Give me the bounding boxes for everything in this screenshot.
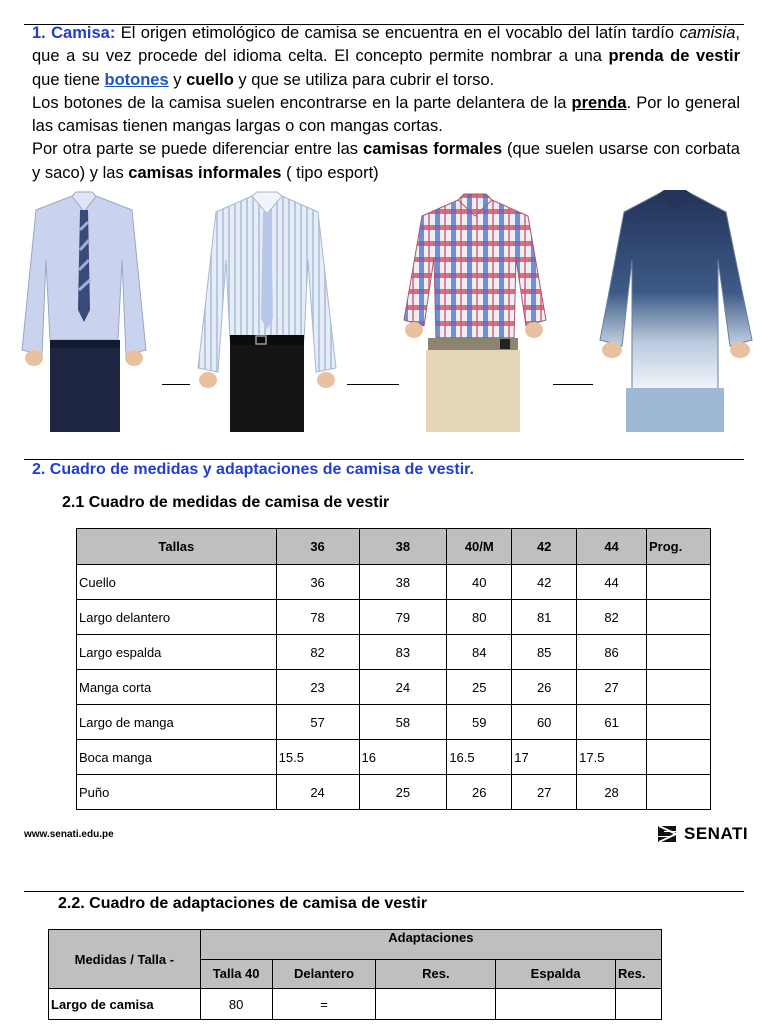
table-row (77, 635, 711, 670)
intro-paragraph-2 (32, 92, 740, 139)
table-cell: 82 (577, 600, 647, 635)
blank-line-3 (553, 384, 593, 385)
senati-logo (656, 824, 748, 844)
blank-line-1 (162, 384, 190, 385)
table-cell: 16.5 (447, 740, 512, 775)
table-row (77, 705, 711, 740)
table-cell: 80 (447, 600, 512, 635)
row-label: Largo de manga (77, 705, 277, 740)
pants (50, 340, 120, 432)
intro-text-segment: que tiene (32, 70, 100, 89)
prog-cell (647, 635, 711, 670)
bold-term: camisas formales (363, 140, 502, 159)
underlined-term: prenda (571, 93, 627, 112)
bold-term: cuello (186, 70, 234, 89)
table-cell: 61 (577, 705, 647, 740)
table-cell: 42 (512, 565, 577, 600)
shirt-photo-2 (192, 190, 342, 432)
table-cell: 60 (512, 705, 577, 740)
table-cell: 38 (359, 565, 447, 600)
table-cell: 84 (447, 635, 512, 670)
column-header: Espalda (496, 959, 616, 989)
prog-cell (647, 600, 711, 635)
column-header: 40/M (447, 529, 512, 565)
table-cell: 17.5 (577, 740, 647, 775)
table-cell: 16 (359, 740, 447, 775)
section-term: Camisa: (51, 24, 116, 42)
intro-paragraph-3 (32, 138, 740, 185)
row-label: Largo de camisa (49, 989, 201, 1020)
intro-text (32, 22, 740, 185)
table-cell: 15.5 (276, 740, 359, 775)
row-label: Puño (77, 775, 277, 810)
table-cell: 40 (447, 565, 512, 600)
corner-header: Medidas / Talla - (49, 930, 201, 989)
intro-text-segment: (que suelen usarse con corbata y saco) y las (32, 140, 740, 182)
table-cell: 86 (577, 635, 647, 670)
column-header: 44 (577, 529, 647, 565)
intro-text-segment: ( tipo esport) (286, 163, 379, 182)
table-cell: 80 (200, 989, 272, 1020)
table-cell: 27 (577, 670, 647, 705)
senati-logo-icon (656, 824, 678, 844)
table-cell: 26 (512, 670, 577, 705)
table-cell: 27 (512, 775, 577, 810)
shirt-photo-3 (400, 190, 550, 432)
table-cell: 81 (512, 600, 577, 635)
prog-cell (647, 740, 711, 775)
column-header: Prog. (647, 529, 711, 565)
senati-brand: SENATI (684, 824, 749, 843)
section-rule (24, 459, 744, 460)
pants (426, 350, 520, 432)
section-number: 1. (32, 24, 46, 42)
table-cell: 25 (359, 775, 447, 810)
prog-cell (647, 705, 711, 740)
row-label: Cuello (77, 565, 277, 600)
table-header-row (49, 930, 662, 960)
table-cell (616, 989, 662, 1020)
table-cell: 44 (577, 565, 647, 600)
bold-term: prenda de vestir (608, 47, 740, 66)
table-cell: 17 (512, 740, 577, 775)
table-row (77, 740, 711, 775)
table-cell: 25 (447, 670, 512, 705)
tie (261, 212, 273, 330)
table-cell: 58 (359, 705, 447, 740)
intro-text-segment: Los botones de la camisa suelen encontrarse en la parte delantera de la (32, 93, 567, 112)
table-cell: 36 (276, 565, 359, 600)
column-header: Res. (376, 959, 496, 989)
row-label: Largo delantero (77, 600, 277, 635)
table-row (77, 775, 711, 810)
table-cell: 79 (359, 600, 447, 635)
intro-text-segment: y (173, 70, 182, 89)
table-cell: = (272, 989, 376, 1020)
intro-text-segment: . Por lo general las camisas tienen mangas largas o con mangas cortas. (32, 93, 740, 136)
table-cell (376, 989, 496, 1020)
prog-cell (647, 670, 711, 705)
column-header: 36 (276, 529, 359, 565)
table-cell: 24 (359, 670, 447, 705)
footer-url[interactable]: www.senati.edu.pe (24, 829, 114, 840)
prog-cell (647, 775, 711, 810)
shirt-photo-1 (14, 190, 154, 432)
shirt-body (600, 194, 752, 390)
table-row (77, 565, 711, 600)
column-header: Talla 40 (200, 959, 272, 989)
table-cell (496, 989, 616, 1020)
section-2-1-heading: 2.1 Cuadro de medidas de camisa de vestir (62, 494, 390, 511)
section-2-2-heading: 2.2. Cuadro de adaptaciones de camisa de vestir (58, 895, 428, 912)
page-break-rule (24, 891, 744, 892)
latin-term: camisia (679, 24, 736, 42)
table-cell: 85 (512, 635, 577, 670)
intro-text-segment: Por otra parte se puede diferenciar entre las (32, 140, 358, 159)
prog-cell (647, 565, 711, 600)
table-header-row (77, 529, 711, 565)
row-label: Boca manga (77, 740, 277, 775)
table-row (77, 600, 711, 635)
pants (626, 388, 724, 432)
intro-text-segment: El origen etimológico de camisa se encuentra en el vocablo del latín tardío (120, 24, 675, 42)
column-header: 38 (359, 529, 447, 565)
adaptations-table (48, 929, 662, 1020)
intro-paragraph-1 (32, 22, 740, 92)
column-header: Tallas (77, 529, 277, 565)
table-cell: 23 (276, 670, 359, 705)
group-header: Adaptaciones (200, 930, 661, 960)
shirt-body (404, 200, 546, 340)
row-label: Manga corta (77, 670, 277, 705)
column-header: 42 (512, 529, 577, 565)
pants (230, 345, 304, 432)
table-cell: 82 (276, 635, 359, 670)
table-cell: 83 (359, 635, 447, 670)
table-cell: 28 (577, 775, 647, 810)
intro-text-segment: y que se utiliza para cubrir el torso. (238, 70, 495, 89)
table-cell: 26 (447, 775, 512, 810)
bold-term: camisas informales (128, 163, 282, 182)
table-row (77, 670, 711, 705)
section-2-heading: 2. Cuadro de medidas y adaptaciones de camisa de vestir. (32, 461, 474, 478)
shirt-photo-4 (596, 190, 756, 432)
intro-text-segment: , que a su vez procede del idioma celta. El concepto permite nombrar a una (32, 24, 740, 66)
column-header: Delantero (272, 959, 376, 989)
table-cell: 24 (276, 775, 359, 810)
botones-link[interactable]: botones (104, 70, 169, 89)
belt (230, 335, 304, 345)
column-header: Res. (616, 959, 662, 989)
table-cell: 57 (276, 705, 359, 740)
row-label: Largo espalda (77, 635, 277, 670)
measurements-table (76, 528, 711, 810)
table-row (49, 989, 662, 1020)
blank-line-2 (347, 384, 399, 385)
table-cell: 59 (447, 705, 512, 740)
table-cell: 78 (276, 600, 359, 635)
